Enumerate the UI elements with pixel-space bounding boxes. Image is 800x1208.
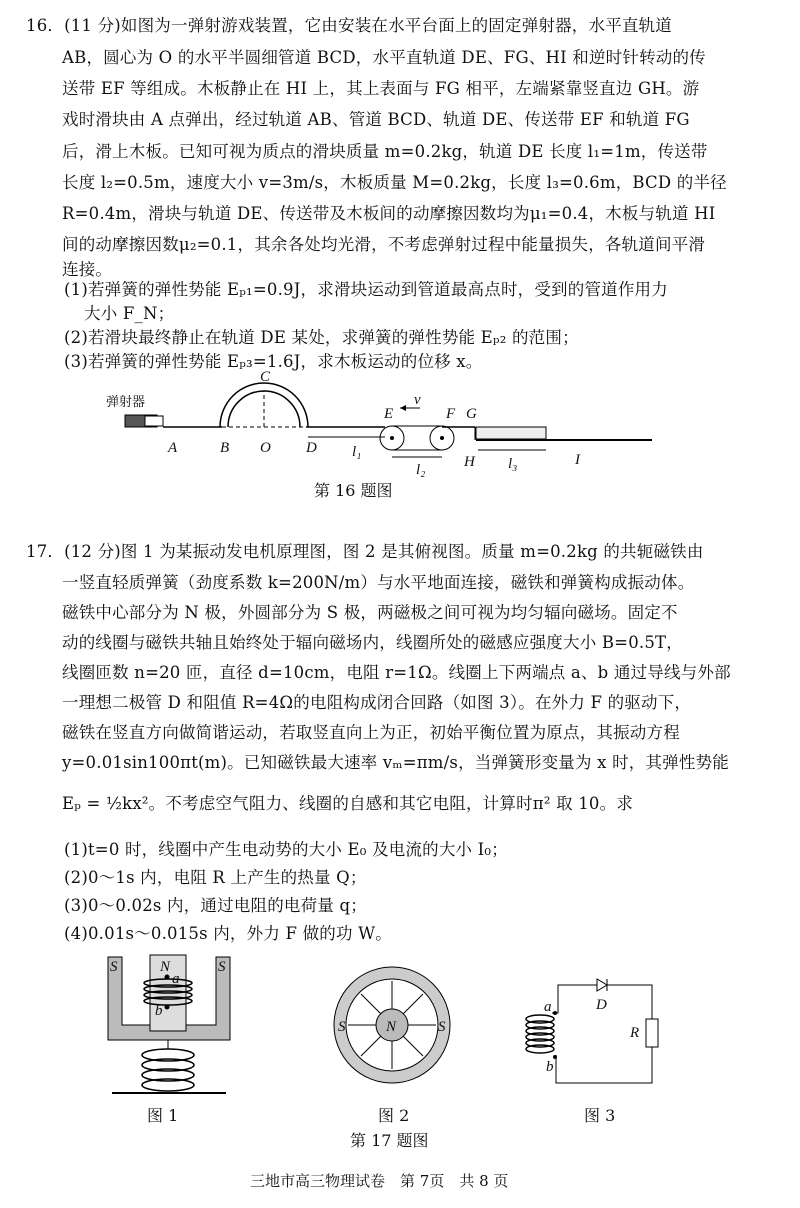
q16-subquestion-3: (3)若弹簧的弹性势能 Eₚ₃=1.6J，求木板运动的位移 x。: [64, 352, 483, 371]
label-l2: l₂: [416, 462, 426, 478]
label-l3: l₃: [508, 456, 518, 472]
fig1-label-b: b: [155, 1003, 163, 1019]
label-v: v: [414, 392, 421, 408]
q17-subquestion-3: (3)0～0.02s 内，通过电阻的电荷量 q；: [64, 896, 367, 915]
q16-line: 连接。: [62, 260, 113, 279]
fig3-label-b: b: [546, 1059, 554, 1075]
fig3-label-D: D: [596, 997, 607, 1013]
q17-line: 线圈匝数 n=20 匝，直径 d=10cm，电阻 r=1Ω。线圈上下两端点 a、b 通过导线与外部: [62, 663, 731, 682]
q16-line: 长度 l₂=0.5m，速度大小 v=3m/s，木板质量 M=0.2kg，长度 l₃=0.6m，BCD 的半径: [62, 173, 727, 192]
fig3-caption: 图 3: [584, 1106, 616, 1125]
label-C: C: [260, 369, 271, 385]
q16-line: AB，圆心为 O 的水平半圆细管道 BCD，水平直轨道 DE、FG、HI 和逆时针转动的传: [62, 48, 706, 67]
q16-subquestion-1: (1)若弹簧的弹性势能 Eₚ₁=0.9J，求滑块运动到管道最高点时，受到的管道作用力: [64, 280, 668, 299]
q16-subquestion-1-cont: 大小 F_N；: [84, 304, 175, 323]
q17-line: 磁铁在竖直方向做简谐运动，若取竖直向上为正，初始平衡位置为原点，其振动方程: [62, 723, 680, 742]
label-B: B: [220, 440, 230, 456]
q17-line: 动的线圈与磁铁共轴且始终处于辐向磁场内，线圈所处的磁感应强度大小 B=0.5T，: [62, 633, 683, 652]
fig1-label-S-left: S: [110, 959, 118, 975]
fig1-label-S-right: S: [218, 959, 226, 975]
fig3-label-a: a: [544, 999, 552, 1015]
label-D: D: [306, 440, 317, 456]
fig1-caption: 图 1: [147, 1106, 179, 1125]
label-O: O: [260, 440, 271, 456]
q16-line: 戏时滑块由 A 点弹出，经过轨道 AB、管道 BCD、轨道 DE、传送带 EF 和轨道 FG: [62, 110, 690, 129]
label-E: E: [384, 406, 394, 422]
fig2-label-S-right: S: [438, 1019, 446, 1035]
label-l1: l₁: [352, 444, 362, 460]
q16-figure-caption: 第 16 题图: [314, 481, 393, 500]
q17-subquestion-4: (4)0.01s～0.015s 内，外力 F 做的功 W。: [64, 924, 392, 943]
q16-line: 送带 EF 等组成。木板静止在 HI 上，其上表面与 FG 相平，左端紧靠竖直边 GH。游: [62, 79, 700, 98]
q16-line: 间的动摩擦因数μ₂=0.1，其余各处均光滑，不考虑弹射过程中能量损失，各轨道间平滑: [62, 235, 706, 254]
q17-subquestion-1: (1)t=0 时，线圈中产生电动势的大小 E₀ 及电流的大小 I₀；: [64, 840, 508, 859]
q17-line: 17．(12 分)图 1 为某振动发电机原理图，图 2 是其俯视图。质量 m=0.2kg 的共轭磁铁由: [26, 542, 704, 561]
q17-line: 一竖直轻质弹簧（劲度系数 k=200N/m）与水平地面连接，磁铁和弹簧构成振动体。: [62, 573, 695, 592]
label-F: F: [446, 406, 456, 422]
q17-subquestion-2: (2)0～1s 内，电阻 R 上产生的热量 Q；: [64, 868, 367, 887]
label-G: G: [466, 406, 477, 422]
q17-line: 一理想二极管 D 和阻值 R=4Ω的电阻构成闭合回路（如图 3）。在外力 F 的驱动下，: [62, 693, 692, 712]
q17-figure-caption: 第 17 题图: [350, 1131, 429, 1150]
fig1-label-N: N: [160, 959, 171, 975]
q17-figures: [0, 945, 800, 1105]
fig3-label-R: R: [630, 1025, 640, 1041]
figure-1: [108, 955, 230, 1093]
q17-line: y=0.01sin100πt(m)。已知磁铁最大速率 vₘ=πm/s，当弹簧形变量为 x 时，其弹性势能: [62, 753, 729, 772]
wooden-board: [476, 427, 546, 439]
fig1-label-a: a: [172, 971, 180, 987]
q17-line: 磁铁中心部分为 N 极，外圆部分为 S 极，两磁极之间可视为均匀辐向磁场。固定不: [62, 603, 678, 622]
q17-line: Eₚ = ½kx²。不考虑空气阻力、线圈的自感和其它电阻，计算时π² 取 10。求: [62, 794, 634, 813]
q16-figure: [0, 360, 800, 480]
fig2-caption: 图 2: [378, 1106, 410, 1125]
diode-icon: [597, 979, 607, 991]
label-I: I: [575, 452, 580, 468]
resistor-icon: [646, 1019, 658, 1047]
launcher-label: 弹射器: [106, 394, 146, 409]
label-H: H: [464, 454, 475, 470]
q16-line: 16．(11 分)如图为一弹射游戏装置，它由安装在水平台面上的固定弹射器，水平直轨道: [26, 16, 673, 35]
q16-line: 后，滑上木板。已知可视为质点的滑块质量 m=0.2kg，轨道 DE 长度 l₁=1m，传送带: [62, 142, 708, 161]
fig2-label-N: N: [386, 1019, 397, 1035]
page-footer: 三地市高三物理试卷 第 7页 共 8 页: [250, 1172, 509, 1190]
label-A: A: [168, 440, 178, 456]
fig2-label-S-left: S: [338, 1019, 346, 1035]
q16-subquestion-2: (2)若滑块最终静止在轨道 DE 某处，求弹簧的弹性势能 Eₚ₂ 的范围；: [64, 328, 579, 347]
figure-3: [526, 979, 658, 1083]
q16-line: R=0.4m，滑块与轨道 DE、传送带及木板间的动摩擦因数均为μ₁=0.4，木板与轨道 HI: [62, 204, 716, 223]
figure-2: [334, 967, 450, 1083]
